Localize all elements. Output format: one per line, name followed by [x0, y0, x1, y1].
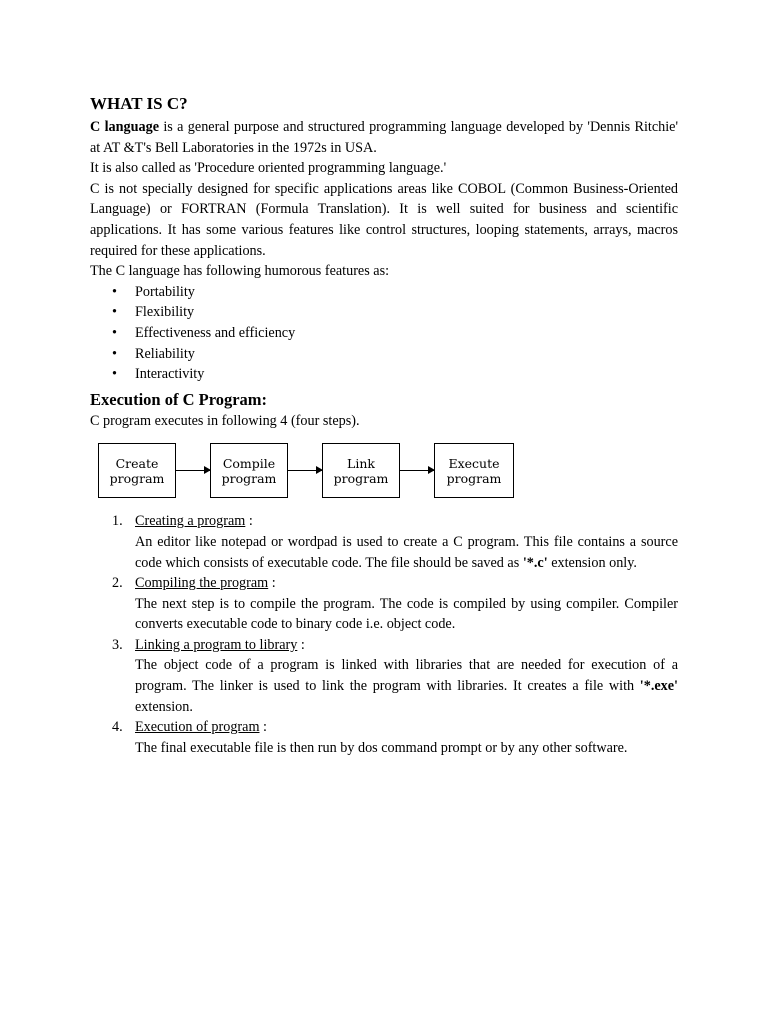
term-c-language: C language — [90, 119, 159, 135]
step-separator: : — [245, 513, 253, 530]
step-body — [135, 655, 678, 717]
intro-paragraph-3: C is not specially designed for specific applications areas like COBOL (Common Business-Oriented Language) or FORTRAN (Formula Translation). It is well suited for business and scientific applications. It has some various features like control structures, looping statements, arrays, macros required for these applications. — [90, 180, 678, 259]
step-item — [90, 511, 678, 573]
step-number: 2. — [112, 575, 123, 592]
step-body-bold: '*.exe' — [639, 678, 678, 695]
step-body — [135, 594, 678, 635]
step-title: Linking a program to library — [135, 636, 298, 653]
flow-box-link: Link program — [322, 443, 400, 498]
step-body-text-end: extension only. — [547, 554, 637, 571]
step-body-text-end: extension. — [135, 698, 193, 715]
feature-item: • Effectiveness and efficiency — [90, 323, 678, 344]
step-number: 3. — [112, 636, 123, 653]
feature-item: • Interactivity — [90, 364, 678, 385]
flow-box-create: Create program — [98, 443, 176, 498]
execution-steps-list — [90, 511, 678, 758]
step-body-text: An editor like notepad or wordpad is used to create a C program. This file contains a source code which consists of executable code. The file should be saved as — [135, 533, 678, 571]
intro-paragraph-1 — [90, 117, 678, 158]
features-list — [90, 282, 678, 385]
step-body — [135, 532, 678, 573]
step-number: 4. — [112, 719, 123, 736]
step-body-text: The final executable file is then run by dos command prompt or by any other software. — [135, 739, 628, 756]
step-separator: : — [268, 575, 276, 592]
step-separator: : — [259, 719, 267, 736]
page-title: WHAT IS C? — [90, 94, 188, 113]
feature-item: • Flexibility — [90, 302, 678, 323]
step-item — [90, 635, 678, 717]
flow-arrow — [176, 470, 210, 471]
flow-arrow — [288, 470, 322, 471]
step-body-text: The next step is to compile the program. The code is compiled by using compiler. Compiler converts executable code to binary code i.e. object code. — [135, 595, 678, 633]
intro-paragraph-2: It is also called as 'Procedure oriented programming language.' — [90, 160, 447, 177]
step-separator: : — [297, 636, 305, 653]
intro-p1-text: is a general purpose and structured programming language developed by 'Dennis Ritchie' at AT &T's Bell Laboratories in the 1972s in USA. — [90, 119, 679, 156]
step-title: Compiling the program — [135, 575, 269, 592]
step-title: Execution of program — [135, 719, 260, 736]
intro-paragraph-4: The C language has following humorous features as: — [90, 263, 390, 280]
execution-heading: Execution of C Program: — [90, 389, 268, 409]
step-body-text: The object code of a program is linked with libraries that are needed for execution of a program. The linker is used to link the program with libraries. It creates a file with — [135, 657, 678, 695]
feature-item: • Portability — [90, 282, 678, 303]
execution-flow-diagram — [90, 431, 678, 511]
step-item — [90, 573, 678, 635]
step-item — [90, 717, 678, 758]
feature-item: • Reliability — [90, 344, 678, 365]
flow-box-compile: Compile program — [210, 443, 288, 498]
step-number: 1. — [112, 513, 123, 530]
flow-box-execute: Execute program — [434, 443, 514, 498]
execution-lead: C program executes in following 4 (four steps). — [90, 412, 360, 429]
step-title: Creating a program — [135, 513, 246, 530]
step-body-bold: '*.c' — [522, 554, 548, 571]
flow-arrow — [400, 470, 434, 471]
document-page — [90, 93, 678, 758]
step-body — [135, 738, 678, 759]
